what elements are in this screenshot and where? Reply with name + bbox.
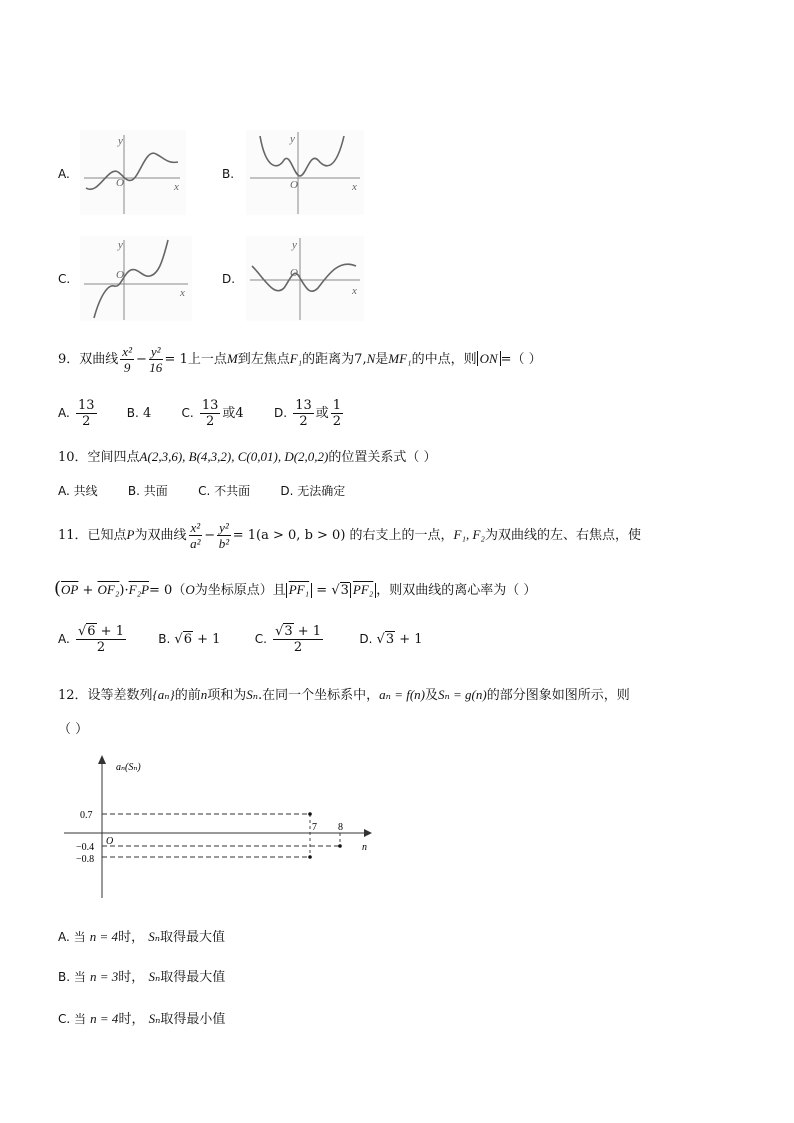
- q12-option-c[interactable]: C. 当 n = 4时， Sₙ取得最小值: [58, 1011, 226, 1027]
- svg-text:x: x: [174, 181, 179, 193]
- tick-minus-0.4: −0.4: [76, 842, 95, 853]
- option-c-label: C.: [58, 272, 71, 286]
- question-10-options: [58, 482, 345, 499]
- question-11-options: A. $\frac{√6 + 1}{2}$ B. √6 + 1 C. $\frac{√3 + 1}{2}$ D. √3 + 1: [58, 624, 423, 655]
- q9-option-a[interactable]: A.: [58, 406, 70, 420]
- question-11-stem-line2: $(\overline{OP} + OF_2)\cdot F_2P= 0(O$为坐标原点）且 PF₁ = √3 PF₂ ，则双曲线的离心率为（ ）: [54, 578, 537, 599]
- option-d-label: D.: [222, 272, 236, 286]
- svg-text:O: O: [116, 177, 124, 189]
- tick-minus-0.8: −0.8: [76, 854, 95, 865]
- q11-option-a[interactable]: A.: [58, 632, 70, 646]
- question-9-stem: 9．双曲线 $\frac{\text{x²}}{9}$ − $\frac{\text{y²}}{16}$ = 1上一点M到左焦点F₁的距离为7,N是MF₁的中点，则 ON =（ ）: [58, 344, 542, 375]
- svg-text:O: O: [290, 267, 298, 279]
- tick-0.7: 0.7: [80, 810, 93, 821]
- question-10-stem: 10．空间四点A(2,3,6), B(4,3,2), C(0,01), D(2,0,2)的位置关系式（ ）: [58, 449, 437, 465]
- svg-text:x: x: [180, 287, 185, 299]
- svg-text:y: y: [292, 239, 297, 251]
- question-12-stem-line2: （ ）: [58, 722, 89, 737]
- question-12-stem-line1: 12．设等差数列{aₙ}的前n项和为Sₙ.在同一个坐标系中，aₙ = f(n)及Sₙ = g(n)的部分图象如图所示，则: [58, 687, 630, 703]
- option-a-label: A.: [58, 167, 70, 181]
- origin-label: O: [106, 836, 114, 847]
- svg-text:y: y: [118, 135, 123, 147]
- graph-option-a: [80, 130, 186, 215]
- q11-option-d[interactable]: D.: [359, 632, 373, 646]
- q9-option-d[interactable]: D.: [273, 406, 288, 420]
- q11-option-b[interactable]: B.: [158, 632, 171, 646]
- q10-option-a[interactable]: A. 共线: [58, 484, 98, 498]
- q11-option-c[interactable]: C.: [254, 632, 267, 646]
- svg-text:O: O: [290, 179, 298, 191]
- svg-text:x: x: [352, 181, 357, 193]
- svg-text:y: y: [118, 239, 123, 251]
- x-axis-label: n: [362, 842, 367, 853]
- svg-text:x: x: [352, 285, 357, 297]
- question-11-stem-line1: 11．已知点P为双曲线 $\frac{\text{x²}}{\text{a²}}$ − $\frac{\text{y²}}{\text{b²}}$ = 1(a > 0, b > 0) 的右支上的一点，F₁, F₂为双曲线的左、右焦点，使: [58, 520, 641, 551]
- svg-text:y: y: [290, 133, 295, 145]
- q9-option-b[interactable]: B.: [126, 406, 139, 420]
- tick-7: 7: [312, 822, 317, 833]
- tick-8: 8: [338, 822, 343, 833]
- y-axis-label: aₙ(Sₙ): [116, 762, 141, 773]
- svg-text:O: O: [116, 269, 124, 281]
- q12-option-b[interactable]: B. 当 n = 3时， Sₙ取得最大值: [58, 969, 226, 985]
- option-b-label: B.: [222, 167, 235, 181]
- y-axis-arrow: [98, 755, 106, 764]
- question-9-options: A. $\frac{13}{2}$ B. 4 C. $\frac{13}{2}$ 或4 D. $\frac{13}{2}$ 或 $\frac{1}{2}$: [58, 398, 342, 429]
- q10-option-b[interactable]: B. 共面: [127, 484, 168, 498]
- q10-option-d[interactable]: D. 无法确定: [280, 484, 346, 498]
- graph-option-d: [246, 236, 364, 321]
- q12-figure: [56, 752, 376, 902]
- q12-option-a[interactable]: A. 当 n = 4时， Sₙ取得最大值: [58, 929, 226, 945]
- q9-option-c[interactable]: C.: [181, 406, 194, 420]
- q10-option-c[interactable]: C. 不共面: [198, 484, 251, 498]
- point-8-minus-0.4: [338, 844, 342, 848]
- point-7-0.7: [308, 812, 312, 816]
- x-axis-arrow: [364, 829, 372, 837]
- graph-option-b: [246, 130, 364, 215]
- point-7-minus-0.8: [308, 855, 312, 859]
- graph-option-c: [80, 236, 192, 321]
